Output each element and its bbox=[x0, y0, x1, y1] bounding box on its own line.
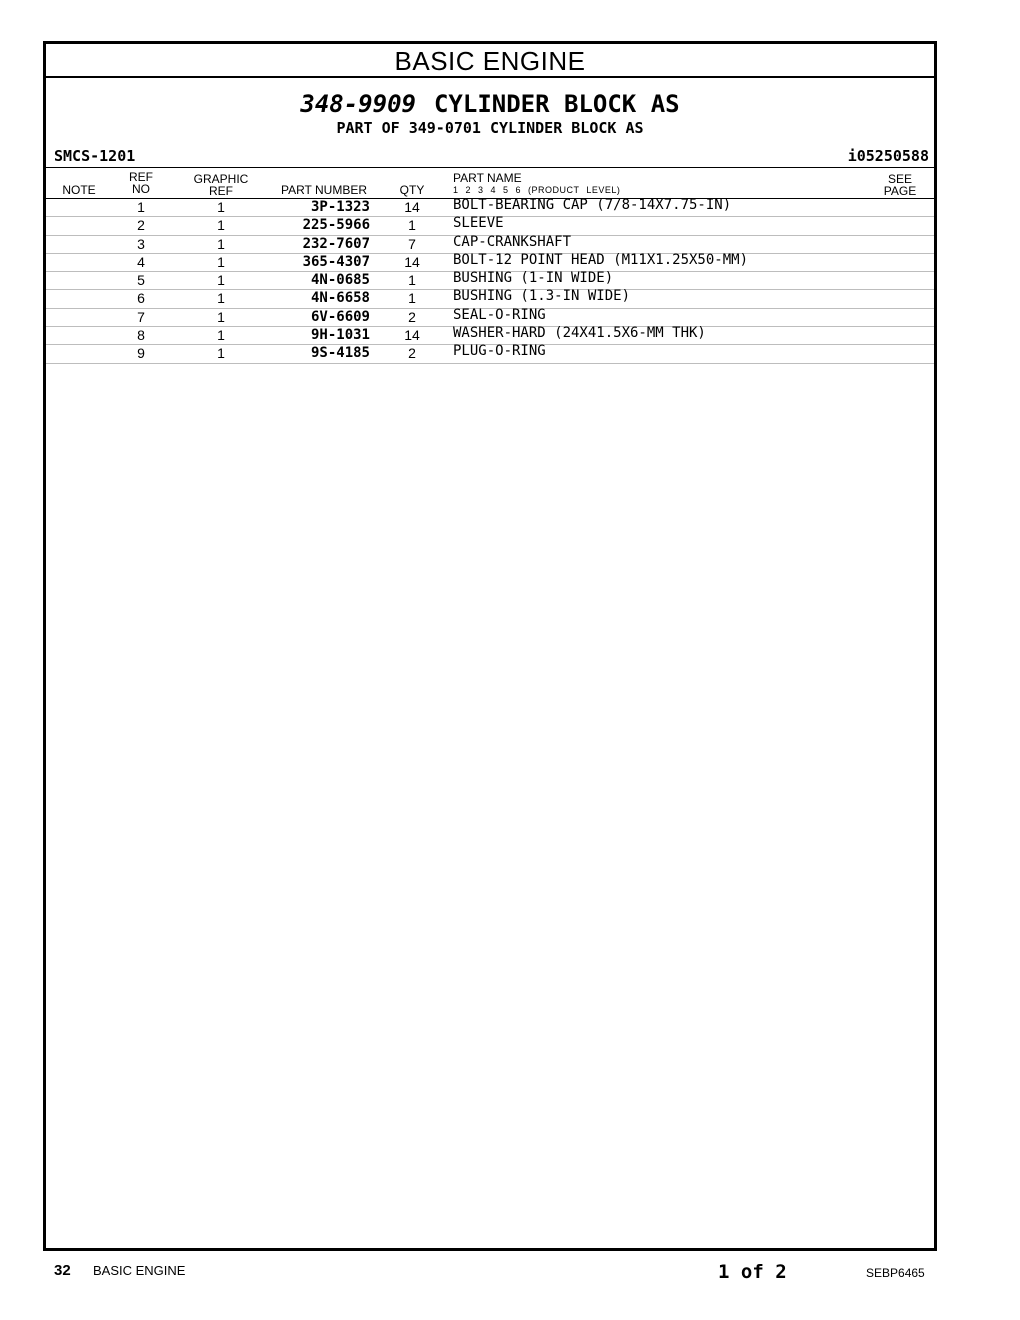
header-part-number: PART NUMBER bbox=[280, 183, 367, 197]
part-number: 9S-4185 bbox=[310, 345, 370, 362]
qty: 14 bbox=[404, 199, 420, 215]
qty: 1 bbox=[408, 290, 416, 307]
graphic-ref: 1 bbox=[217, 345, 225, 362]
qty: 14 bbox=[404, 327, 420, 344]
illustration-id: i05250588 bbox=[847, 147, 929, 165]
part-number: 4N-0685 bbox=[310, 272, 370, 289]
header-graphic-ref-line1: GRAPHIC bbox=[193, 172, 249, 186]
part-name: SEAL-O-RING bbox=[453, 306, 546, 323]
ref-no: 9 bbox=[137, 345, 145, 362]
header-qty: QTY bbox=[399, 183, 425, 197]
graphic-ref: 1 bbox=[217, 199, 225, 215]
graphic-ref: 1 bbox=[217, 308, 225, 325]
graphic-ref: 1 bbox=[217, 253, 225, 270]
graphic-ref: 1 bbox=[217, 272, 225, 289]
header-graphic-ref-line2: REF bbox=[209, 184, 233, 198]
part-number: 4N-6658 bbox=[310, 290, 370, 307]
header-part-name-label: PART NAME bbox=[453, 171, 522, 185]
group-title bbox=[46, 90, 934, 118]
graphic-ref: 1 bbox=[217, 290, 225, 307]
section-title: BASIC ENGINE bbox=[46, 44, 934, 78]
part-number: 6V-6609 bbox=[310, 308, 370, 325]
part-number: 9H-1031 bbox=[310, 327, 370, 344]
ref-no: 2 bbox=[137, 217, 145, 234]
header-see-page bbox=[878, 173, 922, 197]
part-number: 232-7607 bbox=[302, 235, 370, 252]
qty: 14 bbox=[404, 253, 420, 270]
ref-no: 5 bbox=[137, 272, 145, 289]
footer-section: BASIC ENGINE bbox=[93, 1263, 186, 1278]
part-number: 365-4307 bbox=[302, 253, 370, 270]
part-of-line: PART OF 349-0701 CYLINDER BLOCK AS bbox=[336, 119, 644, 137]
ref-no: 8 bbox=[137, 327, 145, 344]
document-id: SEBP6465 bbox=[866, 1266, 925, 1280]
ref-no: 7 bbox=[137, 308, 145, 325]
qty: 2 bbox=[408, 345, 416, 362]
group-name: CYLINDER BLOCK AS bbox=[433, 90, 680, 118]
graphic-ref: 1 bbox=[217, 217, 225, 234]
ref-no: 1 bbox=[137, 199, 145, 215]
qty: 7 bbox=[408, 235, 416, 252]
qty: 1 bbox=[408, 217, 416, 234]
table-row bbox=[46, 345, 934, 363]
ref-no: 4 bbox=[137, 253, 145, 270]
parts-table bbox=[46, 199, 934, 364]
page-footer bbox=[0, 1258, 1020, 1288]
qty: 2 bbox=[408, 308, 416, 325]
qty: 1 bbox=[408, 272, 416, 289]
header-see-page-line1: SEE bbox=[887, 172, 912, 186]
smcs-code: SMCS-1201 bbox=[54, 147, 136, 165]
part-name: PLUG-O-RING bbox=[453, 343, 546, 360]
part-name: CAP-CRANKSHAFT bbox=[453, 233, 572, 250]
parts-page-frame bbox=[43, 41, 937, 1251]
table-header bbox=[46, 167, 934, 199]
page-number: 32 bbox=[54, 1262, 71, 1279]
ref-no: 6 bbox=[137, 290, 145, 307]
header-product-level: 1 2 3 4 5 6 (PRODUCT LEVEL) bbox=[453, 185, 621, 195]
group-number: 348-9909 bbox=[300, 90, 416, 118]
part-name: BUSHING (1.3-IN WIDE) bbox=[453, 288, 631, 305]
part-name: SLEEVE bbox=[453, 215, 504, 232]
header-graphic-ref bbox=[186, 173, 256, 197]
part-name: BUSHING (1-IN WIDE) bbox=[453, 270, 614, 287]
part-name: BOLT-BEARING CAP (7/8-14X7.75-IN) bbox=[453, 197, 732, 213]
header-part-name bbox=[453, 172, 620, 196]
part-name: WASHER-HARD (24X41.5X6-MM THK) bbox=[453, 325, 706, 342]
part-number: 3P-1323 bbox=[310, 199, 370, 215]
header-ref-no bbox=[126, 171, 156, 195]
header-ref-no-line2: NO bbox=[132, 182, 150, 196]
part-name: BOLT-12 POINT HEAD (M11X1.25X50-MM) bbox=[453, 251, 749, 268]
ref-no: 3 bbox=[137, 235, 145, 252]
page-of-indicator: 1 of 2 bbox=[718, 1261, 787, 1283]
header-ref-no-line1: REF bbox=[129, 170, 153, 184]
graphic-ref: 1 bbox=[217, 327, 225, 344]
header-see-page-line2: PAGE bbox=[883, 184, 917, 198]
part-number: 225-5966 bbox=[302, 217, 370, 234]
graphic-ref: 1 bbox=[217, 235, 225, 252]
header-note: NOTE bbox=[62, 183, 96, 197]
